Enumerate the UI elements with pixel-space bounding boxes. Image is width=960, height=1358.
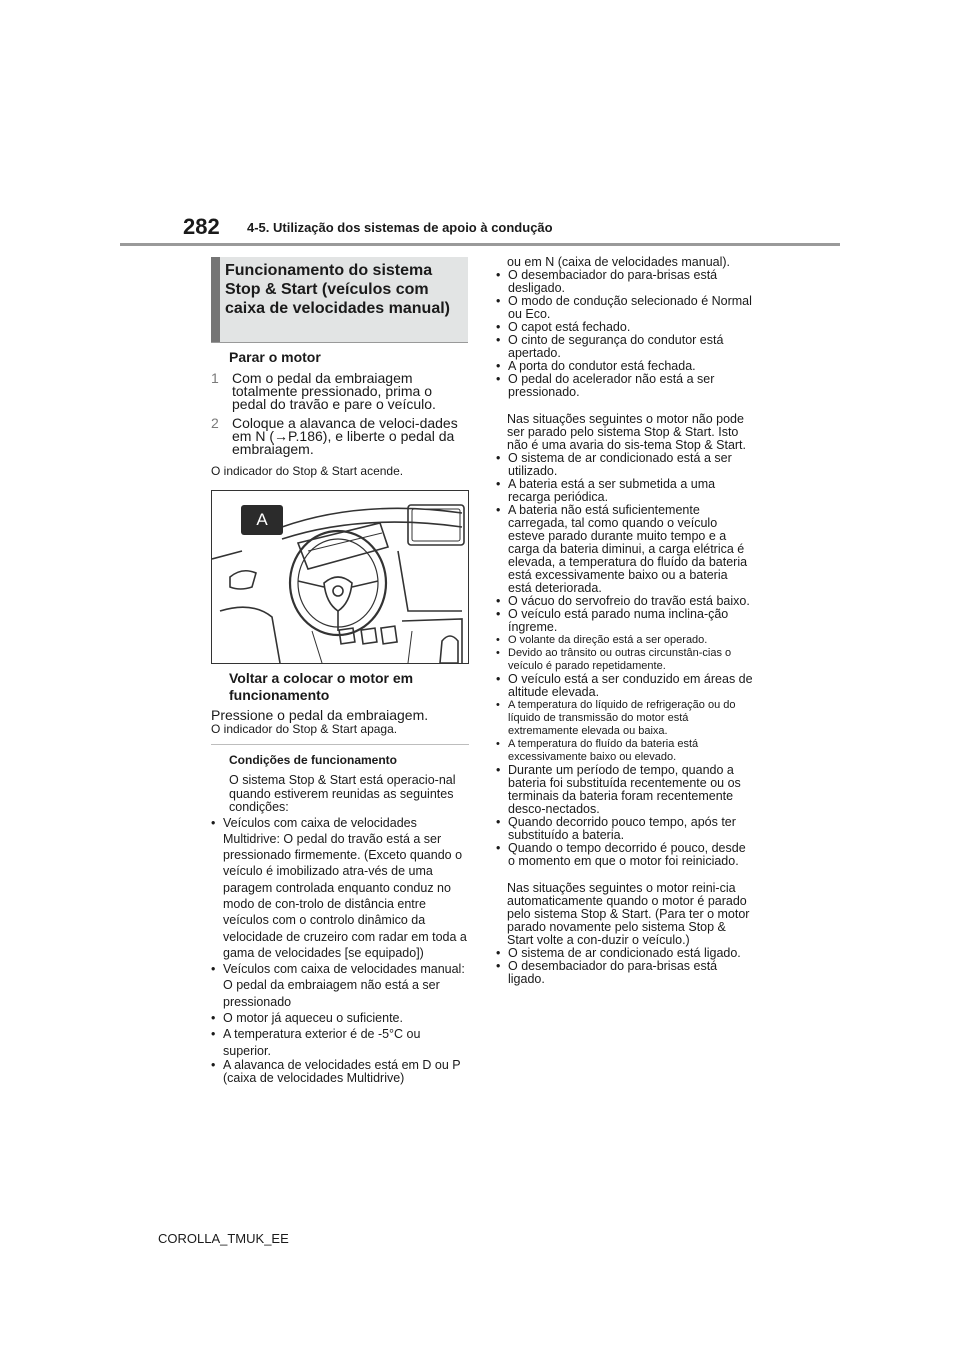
cannot-stop-intro: Nas situações seguintes o motor não pode ser parado pelo sistema Stop & Start. Isto não é uma avaria do sis-tema Stop & Start. bbox=[507, 412, 747, 452]
section-heading-box bbox=[211, 257, 468, 342]
list-item: • A bateria não está suficientemente carregada, tal como quando o veículo esteve parado durante muito tempo e a carga da bateria diminui, a carga elétrica é elevada, a temperatura do fluído da bateria está excessivamente baixo ou a bateria está deteriorada. bbox=[496, 504, 754, 595]
list-item: • Devido ao trânsito ou outras circunstân-cias o veículo é parado repetidamente. bbox=[496, 647, 754, 673]
list-item: • O sistema de ar condicionado está ligado. bbox=[496, 947, 754, 960]
conditions-title: Condições de funcionamento bbox=[229, 753, 398, 767]
list-item: • A alavanca de velocidades está em D ou P (caixa de velocidades Multidrive) bbox=[211, 1059, 469, 1085]
conditions-list bbox=[211, 815, 469, 1085]
list-item: • Quando o tempo decorrido é pouco, desde o momento em que o motor foi reiniciado. bbox=[496, 842, 754, 868]
list-item: • O motor já aqueceu o suficiente. bbox=[211, 1010, 469, 1026]
list-item: • O volante da direção está a ser operado. bbox=[496, 634, 754, 647]
list-item: • O capot está fechado. bbox=[496, 321, 754, 334]
restart-instruction: Pressione o pedal da embraiagem. bbox=[211, 707, 429, 723]
list-item: • A porta do condutor está fechada. bbox=[496, 360, 754, 373]
auto-restart-intro: Nas situações seguintes o motor reini-cia automaticamente quando o motor é parado pelo sistema Stop & Start. (Para ter o motor parado novamente pelo sistema Stop & Start volte a con-duzir o veículo.) bbox=[507, 881, 750, 947]
list-item: • Quando decorrido pouco tempo, após ter substituído a bateria. bbox=[496, 816, 754, 842]
list-item: • A temperatura exterior é de -5°C ou superior. bbox=[211, 1026, 469, 1059]
page-number: 282 bbox=[183, 214, 220, 239]
cannot-stop-list bbox=[496, 452, 754, 868]
left-column bbox=[211, 349, 469, 1085]
section-rule bbox=[211, 342, 468, 343]
chapter-title: 4-5. Utilização dos sistemas de apoio à condução bbox=[247, 220, 553, 235]
list-item: • A temperatura do fluído da bateria está excessivamente baixo ou elevado. bbox=[496, 738, 754, 764]
step-1 bbox=[211, 372, 469, 411]
conditions-rule bbox=[211, 744, 469, 745]
auto-restart-list bbox=[496, 947, 754, 986]
list-item: • O pedal do acelerador não está a ser pressionado. bbox=[496, 373, 754, 399]
header-rule bbox=[120, 243, 840, 246]
step-text: Coloque a alavanca de veloci-dades em N (→P.186), e liberte o pedal da embraiagem. bbox=[232, 415, 458, 457]
list-item: • O sistema de ar condicionado está a ser utilizado. bbox=[496, 452, 754, 478]
indicator-on-note: O indicador do Stop & Start acende. bbox=[211, 464, 404, 478]
stop-engine-heading: Parar o motor bbox=[229, 349, 321, 365]
restart-engine-heading: Voltar a colocar o motor em funcionamento bbox=[229, 670, 414, 703]
list-item: • A temperatura do líquido de refrigeração ou do líquido de transmissão do motor está extremamente elevada ou baixa. bbox=[496, 699, 754, 738]
step-number: 2 bbox=[211, 415, 219, 431]
section-accent-bar bbox=[211, 257, 220, 342]
list-item: • O vácuo do servofreio do travão está baixo. bbox=[496, 595, 754, 608]
list-item: • O veículo está a ser conduzido em áreas de altitude elevada. bbox=[496, 673, 754, 699]
list-item: • Veículos com caixa de velocidades manual: O pedal da embraiagem não está a ser pressionado bbox=[211, 961, 469, 1010]
list-item: • O modo de condução selecionado é Normal ou Eco. bbox=[496, 295, 754, 321]
footer-model-code: COROLLA_TMUK_EE bbox=[158, 1231, 289, 1246]
list-item: • O desembaciador do para-brisas está desligado. bbox=[496, 269, 754, 295]
list-item: • O desembaciador do para-brisas está ligado. bbox=[496, 960, 754, 986]
list-item: • O veículo está parado numa inclina-ção íngreme. bbox=[496, 608, 754, 634]
step-text: Com o pedal da embraiagem totalmente pressionado, prima o pedal do travão e pare o veículo. bbox=[232, 370, 436, 412]
indicator-off-note: O indicador do Stop & Start apaga. bbox=[211, 722, 398, 736]
step-2 bbox=[211, 417, 469, 456]
list-item: • Durante um período de tempo, quando a bateria foi substituída recentemente ou os terminais da bateria foram recentemente desco-nectados. bbox=[496, 764, 754, 816]
list-item: • O cinto de segurança do condutor está apertado. bbox=[496, 334, 754, 360]
list-item: • Veículos com caixa de velocidades Multidrive: O pedal do travão está a ser pressionado firmemente. (Exceto quando o veículo é imobilizado atra-vés de uma paragem controlada enquanto conduz no modo de con-trolo de distância entre veículos com o controlo dinâmico da velocidade de cruzeiro com radar em toda a gama de velocidades [se equipado]) bbox=[211, 815, 469, 962]
right-column bbox=[496, 256, 754, 986]
continuation-text: ou em N (caixa de velocidades manual). bbox=[507, 255, 731, 269]
dashboard-illustration bbox=[211, 490, 469, 664]
list-item: • A bateria está a ser submetida a uma recarga periódica. bbox=[496, 478, 754, 504]
conditions-intro: O sistema Stop & Start está operacio-nal quando estiverem reunidas as seguintes condições: bbox=[229, 773, 456, 814]
section-title: Funcionamento do sistema Stop & Start (veículos com caixa de velocidades manual) bbox=[225, 262, 450, 317]
conditions-list-continued bbox=[496, 269, 754, 399]
callout-label: A bbox=[241, 505, 283, 535]
step-number: 1 bbox=[211, 370, 219, 386]
